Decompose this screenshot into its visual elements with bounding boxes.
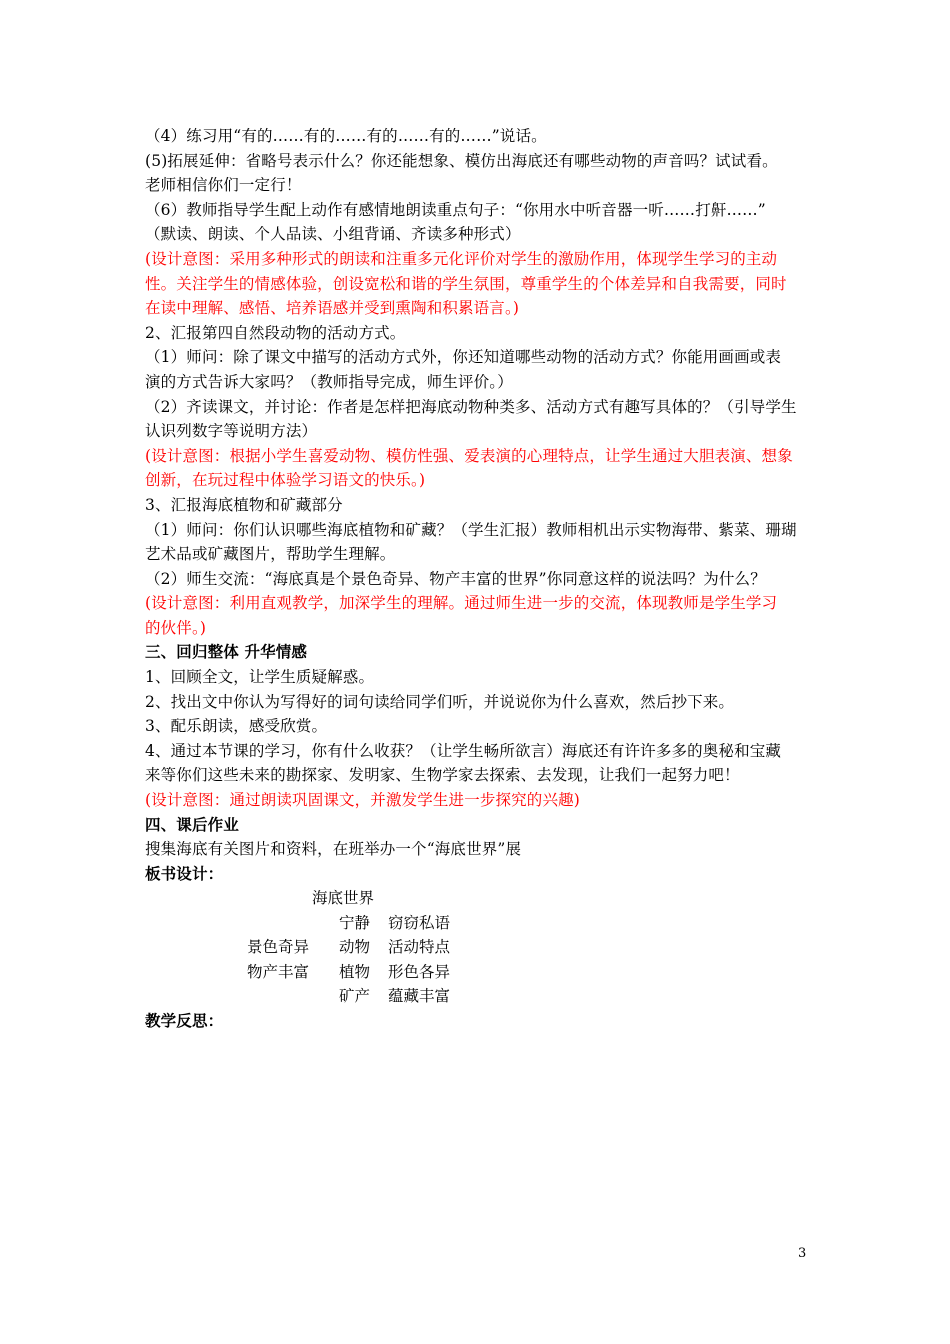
review-item: 2、找出文中你认为写得好的词句读给同学们听，并说说你为什么喜欢，然后抄下来。 [145, 692, 735, 711]
teacher-question-item: （1）师问：除了课文中描写的活动方式外，你还知道哪些动物的活动方式？你能用画画或表 [145, 348, 782, 367]
board-category: 宁静 [339, 914, 371, 933]
document-body [145, 124, 815, 1034]
practice-sentence-item: （4）练习用“有的……有的……有的……有的……”说话。 [145, 127, 547, 145]
design-intent-note: 的伙伴。) [145, 618, 207, 637]
design-intent-note: (设计意图：利用直观教学，加深学生的理解。通过师生进一步的交流，体现教师是学生学习 [145, 594, 778, 613]
homework-text: 搜集海底有关图片和资料，在班举办一个“海底世界”展 [145, 840, 522, 859]
review-item: 4、通过本节课的学习，你有什么收获？（让学生畅所欲言）海底还有许许多多的奥秘和宝藏 [145, 741, 782, 760]
extension-item-continued: 老师相信你们一定行！ [145, 176, 302, 195]
discussion-item: （2）师生交流：“海底真是个景色奇异、物产丰富的世界”你同意这样的说法吗？为什么？ [145, 569, 766, 588]
extension-item: (5)拓展延伸：省略号表示什么？你还能想象、模仿出海底还有哪些动物的声音吗？试试看。 [145, 151, 778, 170]
board-category: 植物 [339, 963, 371, 982]
board-feature: 窃窃私语 [388, 914, 451, 933]
board-category: 动物 [339, 938, 371, 957]
board-feature: 形色各异 [388, 963, 451, 982]
board-left-label: 物产丰富 [247, 963, 310, 982]
teacher-question-item-continued: 演的方式告诉大家吗？（教师指导完成，师生评价。） [145, 372, 513, 391]
design-intent-note: 创新，在玩过程中体验学习语文的快乐。) [145, 471, 426, 490]
board-category: 矿产 [339, 987, 371, 1006]
board-feature: 蕴藏丰富 [388, 987, 451, 1006]
report-animals-heading: 2、汇报第四自然段动物的活动方式。 [145, 323, 406, 342]
reading-forms-note: （默读、朗读、个人品读、小组背诵、齐读多种形式） [145, 225, 521, 244]
design-intent-note: 在读中理解、感悟、培养语感并受到熏陶和积累语言。) [145, 299, 520, 318]
board-design-heading: 板书设计： [145, 863, 224, 883]
report-plants-heading: 3、汇报海底植物和矿藏部分 [145, 495, 343, 514]
design-intent-note: (设计意图：根据小学生喜爱动物、模仿性强、爱表演的心理特点，让学生通过大胆表演、想象 [145, 446, 793, 465]
section-heading: 三、回归整体 升华情感 [145, 642, 308, 662]
group-reading-item: （2）齐读课文，并讨论：作者是怎样把海底动物种类多、活动方式有趣写具体的？（引导学生 [145, 397, 797, 416]
teacher-question-item: （1）师问：你们认识哪些海底植物和矿藏？（学生汇报）教师相机出示实物海带、紫菜、珊瑚 [145, 520, 797, 539]
reading-guidance-item: （6）教师指导学生配上动作有感情地朗读重点句子：“你用水中听音器一听……打鼾……” [145, 200, 766, 219]
group-reading-item-continued: 认识列数字等说明方法） [145, 422, 318, 441]
review-item-continued: 来等你们这些未来的勘探家、发明家、生物学家去探索、去发现，让我们一起努力吧！ [145, 766, 740, 785]
teaching-reflection-heading: 教学反思： [145, 1011, 224, 1031]
board-title: 海底世界 [312, 889, 375, 908]
review-item: 3、配乐朗读，感受欣赏。 [145, 717, 328, 736]
board-design [145, 886, 815, 1009]
design-intent-note: 性。关注学生的情感体验，创设宽松和谐的学生氛围，尊重学生的个体差异和自我需要，同时 [145, 274, 787, 293]
board-feature: 活动特点 [388, 938, 451, 957]
board-left-label: 景色奇异 [247, 938, 310, 957]
design-intent-note: (设计意图：通过朗读巩固课文，并激发学生进一步探究的兴趣) [145, 791, 580, 810]
design-intent-note: (设计意图：采用多种形式的朗读和注重多元化评价对学生的激励作用，体现学生学习的主动 [145, 249, 778, 268]
review-item: 1、回顾全文，让学生质疑解惑。 [145, 668, 375, 687]
page-number: 3 [798, 1246, 807, 1261]
section-heading: 四、课后作业 [145, 814, 239, 834]
teacher-question-item-continued: 艺术品或矿藏图片，帮助学生理解。 [145, 545, 396, 564]
